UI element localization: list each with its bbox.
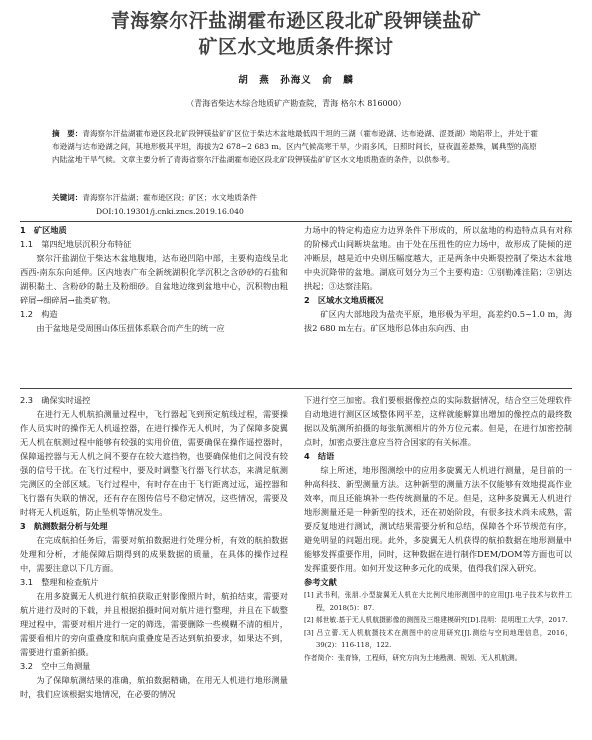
column-bottom-right <box>304 393 572 664</box>
header-rule <box>20 221 572 222</box>
paper-title-line2: 矿区水文地质条件探讨 <box>198 36 394 58</box>
reference-item: [2] 郝世敏.基于无人机航摄影像的测图及三维建模研究[D].昆明：昆明理工大学，2017. <box>304 616 568 624</box>
paragraph: 为了保障航测结果的准确，航拍数据精确，在用无人机进行地形测量时，我们应该根据实地情况，在必要的情况 <box>20 675 288 699</box>
affiliation: （青海省柴达木综合地质矿产勘查院，青海 格尔木 816000） <box>186 99 406 108</box>
section-heading: 3 航测数据分析与处理 <box>20 521 108 531</box>
section-heading: 3.1 整理和检查航片 <box>20 577 99 587</box>
reference-item: [1] 武书利，张朋.小型旋翼无人机在大比例尺地形测图中的应用[J].电子技术与软件工程，2018(5)：87. <box>304 591 572 612</box>
keywords <box>52 191 542 204</box>
section-heading: 1.1 第四纪地层沉积分布特征 <box>20 239 132 249</box>
section-heading: 1 矿区地质 <box>20 225 67 235</box>
section-heading: 4 结语 <box>304 451 335 461</box>
references-heading: 参考文献 <box>304 577 337 587</box>
paragraph: 在用多旋翼无人机进行航拍获取正射影像照片时，航拍结束，需要对航片进行及时的下载，并且根据拍摄时间对航片进行整理，并且在下载整理过程中，需要对相片进行一定的筛选，需要删除一些模糊不清的相片，需要看相片的旁向重叠度和航向重叠度是否达到航拍要求，如果达不到，需要进行重新拍摄。 <box>20 591 288 657</box>
paragraph: 由于盆地是受周围山体压扭体系联合而产生的统一应 <box>36 323 225 333</box>
section-heading: 2.3 确保实时遥控 <box>20 395 91 405</box>
section-heading: 3.2 空中三角测量 <box>20 661 91 671</box>
keywords-label: 关键词： <box>52 193 83 202</box>
paper-title-line1: 青海察尔汗盐湖霍布逊区段北矿段钾镁盐矿 <box>110 10 482 32</box>
column-top-left <box>20 223 288 335</box>
keywords-text: 青海察尔汗盐湖；霍布逊区段；矿区；水文地质条件 <box>82 193 258 202</box>
paragraph: 下进行空三加密。我们要根据像控点的实际数据情况，结合空三处理软件自动地进行测区区域整体网平差，这样就能解算出增加的像控点的最终数据以及航测所拍摄的每张航测相片的外方位元素。但是，在进行加密控制点时，加密点要注意应当符合国家的有关标准。 <box>304 395 572 447</box>
paragraph: 察尔汗盐湖位于柴达木盆地腹地，达布逊凹陷中部，主要构造线呈北西西-南东东向延伸。区内地表广布全新统湖积化学沉积之含砂砂的石盐和湖积黏土、含粉砂的黏土及粉细砂。自盆地边缘到盆地中心，沉积物由粗碎屑→细碎屑→盐类矿物。 <box>20 253 288 305</box>
authors: 胡 燕 孙海义 俞 麟 <box>238 75 354 86</box>
section-heading: 1.2 构造 <box>20 309 58 319</box>
abstract <box>52 127 542 166</box>
section-heading: 2 区域水文地质概况 <box>304 295 384 305</box>
reference-item: 作者简介：张育锋，工程师，研究方向为土地勘测、规划、无人机航测。 <box>304 653 522 662</box>
section-rule <box>20 388 572 389</box>
abstract-label: 摘 要： <box>52 129 83 138</box>
doi: DOI:10.19301/j.cnki.zncs.2019.16.040 <box>96 207 244 216</box>
paragraph: 综上所述，地形图测绘中的应用多旋翼无人机进行测量，是目前的一种高科技、新型测量方法。这种新型的测量方法不仅能够有效地提高作业效率，而且还能填补一些传统测量的不足。但是，这种多旋翼无人机进行地形测量还是一种新型的技术，还在初始阶段，有很多技术尚未成熟，需要反复地进行测试，测试结果需要分析和总结，保障各个环节规范有序，避免明显的问题出现。此外，多旋翼无人机获得的航拍数据在地形测量中能够发挥重要作用，同时，这种数据在进行制作DEM/DOM等方面也可以发挥重要作用。如何开发这种多元化的成果，值得我们深入研究。 <box>304 465 572 573</box>
column-bottom-left <box>20 393 288 701</box>
paragraph: 矿区内大部地段为盐壳平原，地形极为平坦，高差约0.5~1.0 m，海拔2 680 m左右。矿区地形总体由东向西、由 <box>304 309 572 333</box>
paragraph: 力场中的特定构造应力边界条件下形成的，所以盆地的构造特点具有对称的阶梯式山间断块盆地。由于处在压扭性的应力场中，故形成了陡倾的逆冲断层，越是近中央则压幅度越大，正是两条中央断裂控制了柴达木盆地中央沉降带的盆地。湖底可划分为三个主要构造：①别勒滩洼陷；②别达拱起；③达察洼陷。 <box>304 225 572 291</box>
paragraph: 在完成航拍任务后，需要对航拍数据进行处理分析，有效的航拍数据处理和分析，才能保障后期得到的成果数据的质量，在具体的操作过程中，需要注意以下几方面。 <box>20 535 288 573</box>
reference-item: [3] 吕立蕾.无人机航摄技术在测图中的应用研究[J].测绘与空间地理信息，2016，39(2)：116-118，122. <box>304 628 572 649</box>
abstract-text: 青海察尔汗盐湖霍布逊区段北矿段钾镁盐矿矿区位于柴达木盆地最低四干坦的三湖（霍布逊湖、达布逊湖、涩聂湖）坳陷带上，并处于霍布逊湖与达布逊湖之间，其地形极其平坦，海拔为2 678~2 683 m。区内气候高寒干旱，少雨多风，日照时间长，昼夜温差悬殊，属典型的高原内陆盆地干旱气候。文章主要分析了青海省察尔汗盐湖霍布逊区段北矿段钾镁盐矿矿区水文地质勘查的条件，以供参考。 <box>52 129 538 164</box>
paragraph: 在进行无人机航拍测量过程中，飞行器起飞到预定航线过程，需要操作人员实时的操作无人机遥控器，在进行操作无人机时，为了保障多旋翼无人机在航测过程中能够有较强的实用价值，需要确保在操作遥控器时，保障遥控器与无人机之间不要存在较大遮挡物，也要确保他们之间没有较强的信号干扰。在飞行过程中，要及时调整飞行器飞行状态，来满足航测完测区的全部区域。飞行过程中，有时存在由于飞行距离过远，遥控器和飞行器有失联的情况，还有存在图传信号不稳定情况，这些情况，需要及时将无人机返航，防止坠机等情况发生。 <box>20 409 288 517</box>
column-top-right <box>304 223 572 335</box>
